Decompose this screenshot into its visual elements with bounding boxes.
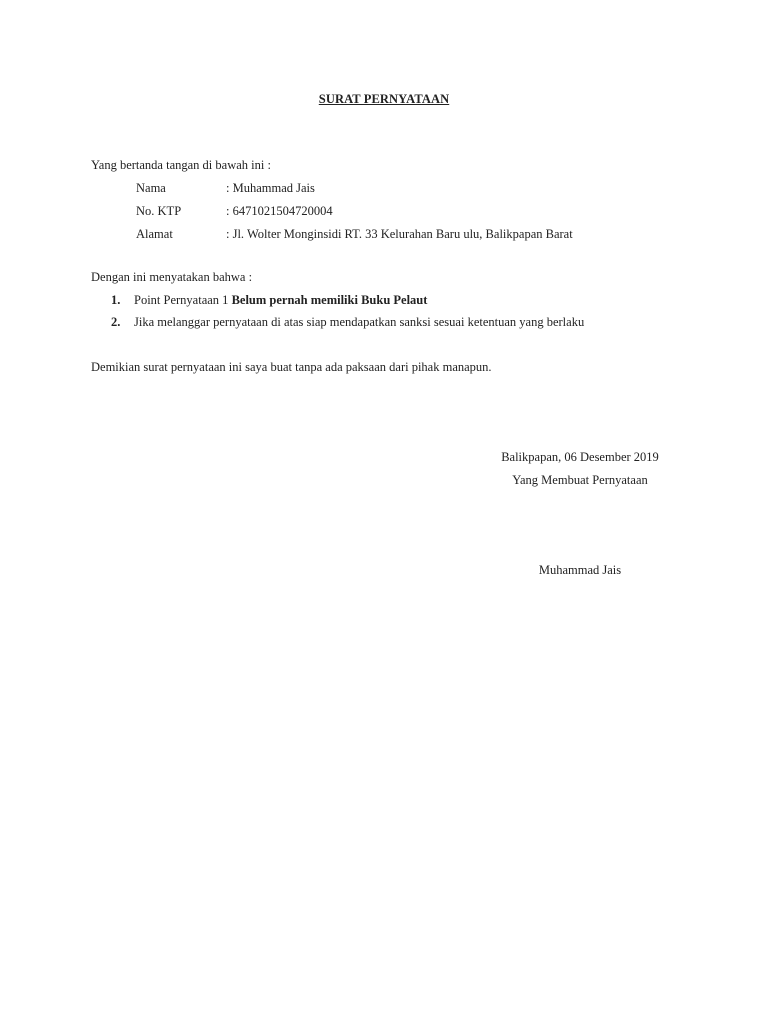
list-text	[134, 314, 584, 330]
list-number: 2.	[111, 315, 121, 329]
field-label-ktp: No. KTP	[136, 204, 182, 218]
field-label-nama: Nama	[136, 181, 166, 195]
field-value-nama: : Muhammad Jais	[226, 181, 315, 195]
statement-intro: Dengan ini menyatakan bahwa :	[91, 270, 253, 284]
signature-role: Yang Membuat Pernyataan	[512, 473, 648, 487]
document-title: SURAT PERNYATAAN	[318, 92, 450, 106]
intro-text: Yang bertanda tangan di bawah ini :	[91, 158, 271, 172]
field-label-alamat: Alamat	[136, 227, 173, 241]
statement-prefix: Point Pernyataan 1	[134, 293, 232, 307]
field-value-alamat: : Jl. Wolter Monginsidi RT. 33 Kelurahan Baru ulu, Balikpapan Barat	[226, 227, 573, 241]
list-number: 1.	[111, 293, 121, 307]
statement-emphasis: Belum pernah memiliki Buku Pelaut	[231, 293, 428, 307]
closing-text: Demikian surat pernyataan ini saya buat tanpa ada paksaan dari pihak manapun.	[91, 360, 492, 374]
statement-prefix: Jika melanggar pernyataan di atas siap mendapatkan sanksi sesuai ketentuan yang berlaku	[134, 315, 585, 329]
signature-place-date: Balikpapan, 06 Desember 2019	[501, 450, 659, 464]
list-text	[134, 292, 427, 308]
signature-name: Muhammad Jais	[538, 563, 622, 577]
field-value-ktp: : 6471021504720004	[226, 204, 333, 218]
